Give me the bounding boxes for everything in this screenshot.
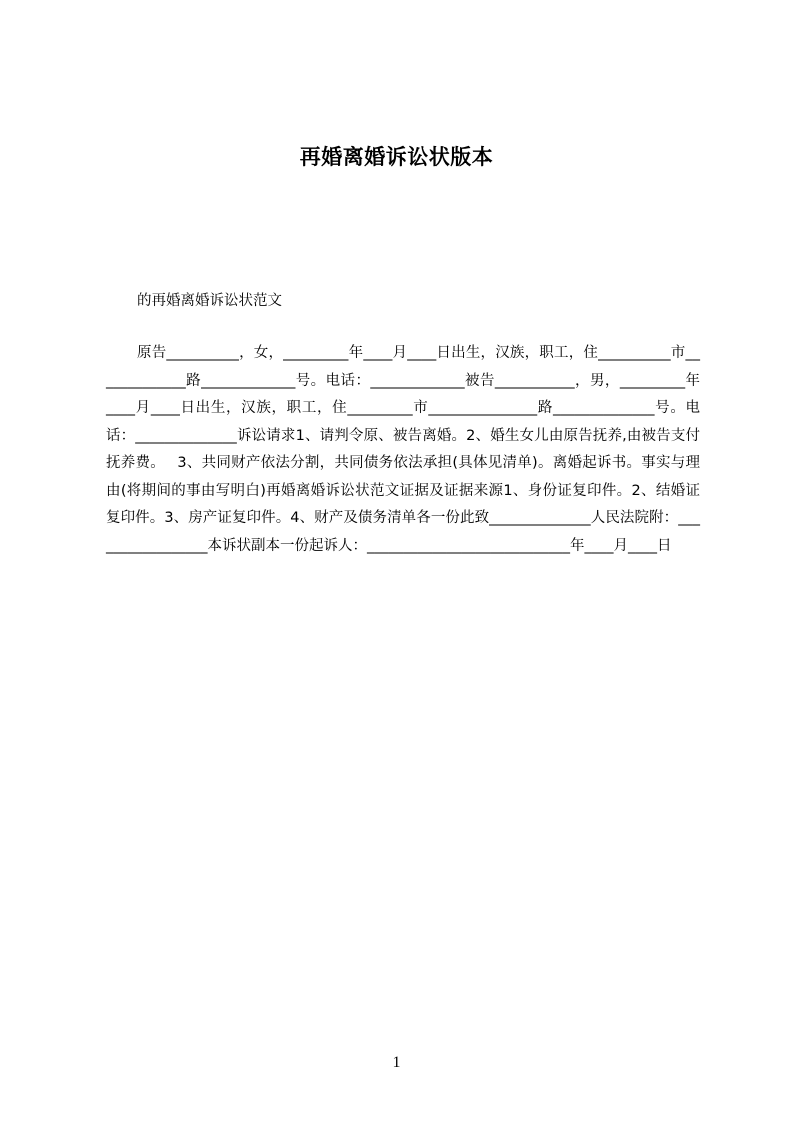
document-subtitle: 的再婚离婚诉讼状范文	[137, 293, 282, 309]
page-number: 1	[392, 1054, 401, 1071]
document-title: 再婚离婚诉讼状版本	[299, 145, 494, 169]
document-body: 原告__________，女，_________年____月____日出生，汉族，职工，住__________市_____________路_____________号。电话：_____________被告___________，男，_________年____月____日出生，汉族，职工，住_________市_______________路______________号。电话：______________诉讼请求1、请判令原、被告离婚。2、婚生女儿由原告抚养,由被告支付抚养费。 3、共同财产依法分割，共同债务依法承担(具体见清单)。离婚起诉书。事实与理由(将期间的事由写明白)再婚离婚诉讼状范文证据及证据来源1、身份证复印件。2、结婚证复印件。3、房产证复印件。4、财产及债务清单各一份此致______________人民法院附：_________________本诉状副本一份起诉人：____________________________年____月____日	[106, 345, 700, 554]
